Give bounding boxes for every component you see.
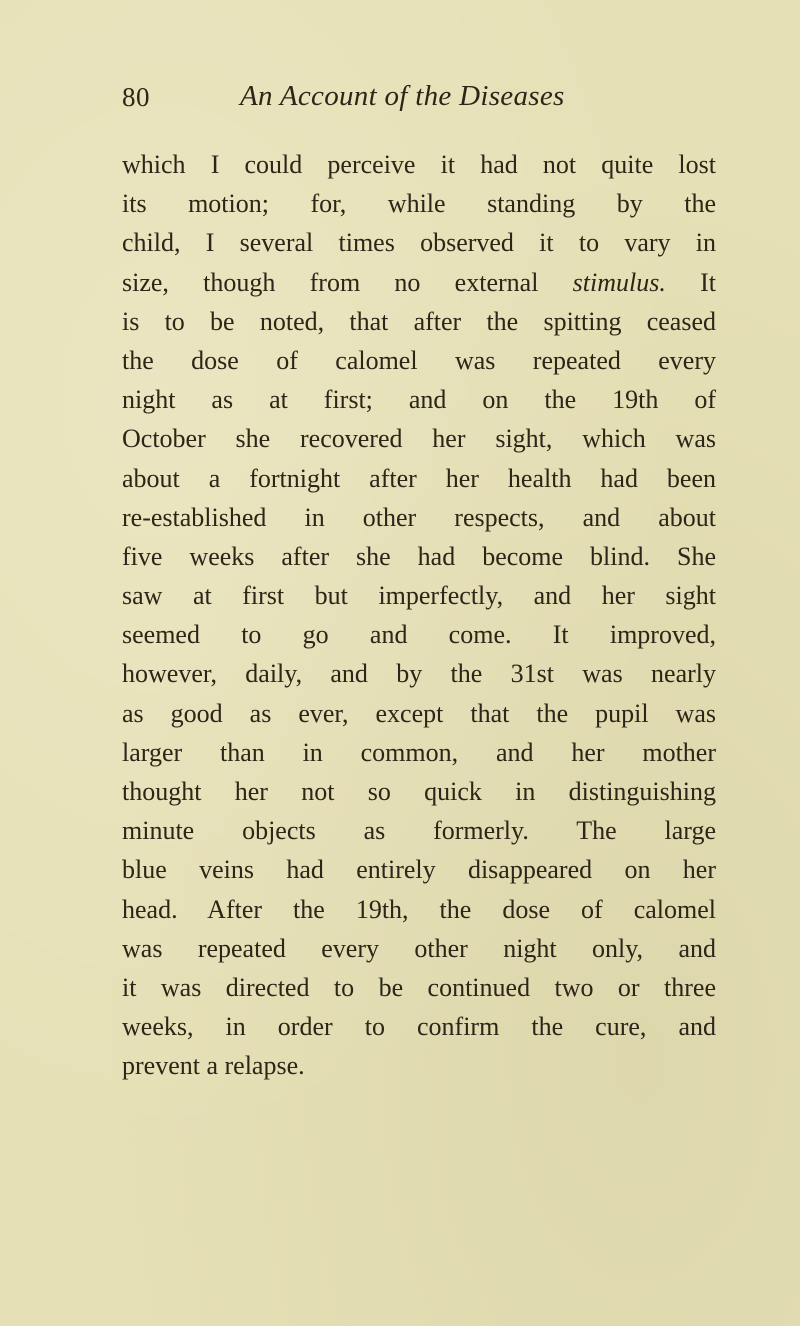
- text-segment: It: [700, 267, 716, 297]
- text-line: about a fortnight after her health had been: [122, 463, 716, 493]
- page-number: 80: [122, 82, 150, 112]
- text-line: saw at first but imperfectly, and her sight: [122, 581, 716, 611]
- text-line: head. After the 19th, the dose of calomel: [122, 894, 716, 924]
- text-line: was repeated every other night only, and: [122, 933, 716, 963]
- running-head: [122, 82, 662, 122]
- text-line: weeks, in order to confirm the cure, and: [122, 1012, 716, 1042]
- text-line: prevent a relapse.: [122, 1051, 305, 1081]
- text-line: seemed to go and come. It improved,: [122, 620, 716, 650]
- italic-word: stimulus.: [572, 267, 666, 297]
- text-line: the dose of calomel was repeated every: [122, 345, 716, 375]
- body-text: [122, 145, 716, 1086]
- text-line: [122, 263, 716, 302]
- text-line: blue veins had entirely disappeared on her: [122, 855, 716, 885]
- text-line: which I could perceive it had not quite lost: [122, 150, 716, 179]
- text-line: night as at first; and on the 19th of: [122, 385, 716, 415]
- running-title: An Account of the Diseases: [240, 80, 565, 112]
- text-line: five weeks after she had become blind. She: [122, 541, 716, 571]
- text-segment: size, though from no external: [122, 267, 539, 297]
- text-line: larger than in common, and her mother: [122, 737, 716, 767]
- text-line: as good as ever, except that the pupil was: [122, 698, 716, 728]
- text-line: its motion; for, while standing by the: [122, 189, 716, 219]
- text-line: it was directed to be continued two or three: [122, 972, 716, 1002]
- text-line: thought her not so quick in distinguishing: [122, 777, 716, 806]
- text-line: however, daily, and by the 31st was nearly: [122, 659, 716, 689]
- text-line: re-established in other respects, and about: [122, 502, 716, 532]
- text-line: minute objects as formerly. The large: [122, 816, 716, 846]
- text-line: October she recovered her sight, which was: [122, 424, 716, 454]
- text-line: is to be noted, that after the spitting ceased: [122, 306, 716, 336]
- text-line: child, I several times observed it to vary in: [122, 228, 716, 258]
